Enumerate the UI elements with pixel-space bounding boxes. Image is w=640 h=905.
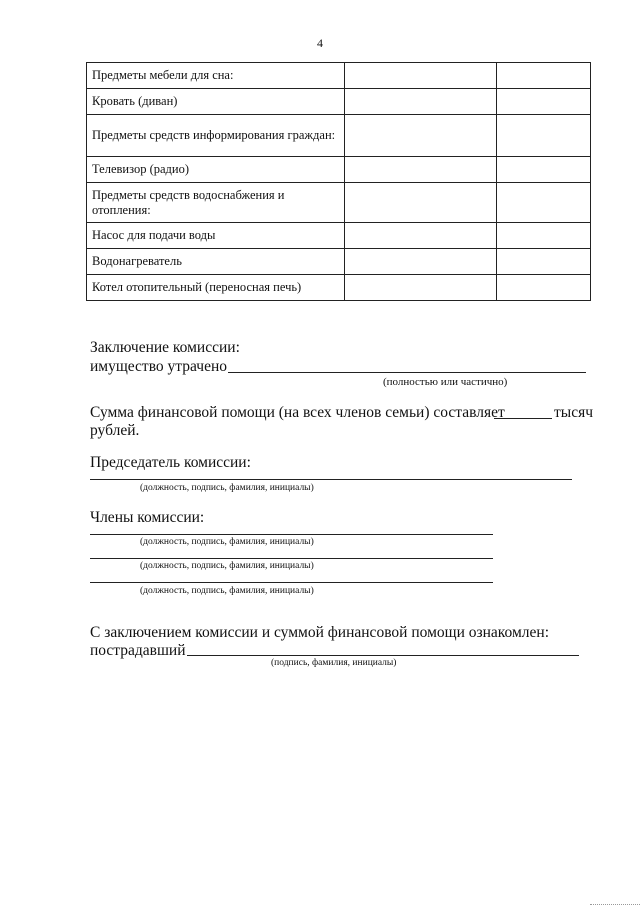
- chairman-hint: (должность, подпись, фамилия, инициалы): [140, 483, 314, 493]
- row-cell[interactable]: [497, 157, 591, 183]
- row-cell[interactable]: [497, 63, 591, 89]
- row-label: Предметы мебели для сна:: [87, 63, 345, 89]
- victim-signature-field[interactable]: [187, 655, 579, 656]
- row-cell[interactable]: [497, 115, 591, 157]
- row-label: Кровать (диван): [87, 89, 345, 115]
- sum-text: Сумма финансовой помощи (на всех членов семьи) составляет: [90, 404, 505, 421]
- table-row: [87, 157, 591, 183]
- table-row: [87, 275, 591, 301]
- row-cell[interactable]: [345, 157, 497, 183]
- row-cell[interactable]: [497, 275, 591, 301]
- property-lost-label: имущество утрачено: [90, 358, 227, 375]
- table-row: [87, 183, 591, 223]
- row-label: Водонагреватель: [87, 249, 345, 275]
- table-row: [87, 249, 591, 275]
- row-cell[interactable]: [345, 89, 497, 115]
- victim-hint: (подпись, фамилия, инициалы): [271, 658, 397, 668]
- chairman-signature-field[interactable]: [90, 479, 572, 480]
- row-label: Предметы средств водоснабжения и отопления:: [87, 183, 345, 223]
- table-row: [87, 223, 591, 249]
- property-lost-field[interactable]: [228, 372, 586, 373]
- row-cell[interactable]: [497, 89, 591, 115]
- member-hint: (должность, подпись, фамилия, инициалы): [140, 537, 314, 547]
- row-cell[interactable]: [345, 223, 497, 249]
- member-signature-field[interactable]: [90, 582, 493, 583]
- conclusion-title: Заключение комиссии:: [90, 339, 240, 356]
- sum-currency: рублей.: [90, 422, 140, 439]
- victim-label: пострадавший: [90, 642, 186, 659]
- sum-unit: тысяч: [554, 404, 593, 421]
- member-signature-field[interactable]: [90, 558, 493, 559]
- chairman-title: Председатель комиссии:: [90, 454, 251, 471]
- members-title: Члены комиссии:: [90, 509, 205, 526]
- row-cell[interactable]: [345, 63, 497, 89]
- member-hint: (должность, подпись, фамилия, инициалы): [140, 586, 314, 596]
- table-row: [87, 115, 591, 157]
- property-table: [86, 62, 591, 301]
- row-cell[interactable]: [497, 223, 591, 249]
- row-cell[interactable]: [497, 249, 591, 275]
- row-label: Котел отопительный (переносная печь): [87, 275, 345, 301]
- row-label: Телевизор (радио): [87, 157, 345, 183]
- sum-field[interactable]: [494, 418, 552, 419]
- table-row: [87, 63, 591, 89]
- row-label: Предметы средств информирования граждан:: [87, 115, 345, 157]
- page-number: 4: [317, 36, 323, 50]
- scan-edge-mark: [590, 900, 640, 905]
- acquaint-text: С заключением комиссии и суммой финансовой помощи ознакомлен:: [90, 624, 550, 641]
- property-lost-hint: (полностью или частично): [383, 376, 508, 388]
- row-cell[interactable]: [345, 183, 497, 223]
- row-label: Насос для подачи воды: [87, 223, 345, 249]
- table-row: [87, 89, 591, 115]
- row-cell[interactable]: [497, 183, 591, 223]
- member-signature-field[interactable]: [90, 534, 493, 535]
- row-cell[interactable]: [345, 115, 497, 157]
- member-hint: (должность, подпись, фамилия, инициалы): [140, 561, 314, 571]
- row-cell[interactable]: [345, 249, 497, 275]
- row-cell[interactable]: [345, 275, 497, 301]
